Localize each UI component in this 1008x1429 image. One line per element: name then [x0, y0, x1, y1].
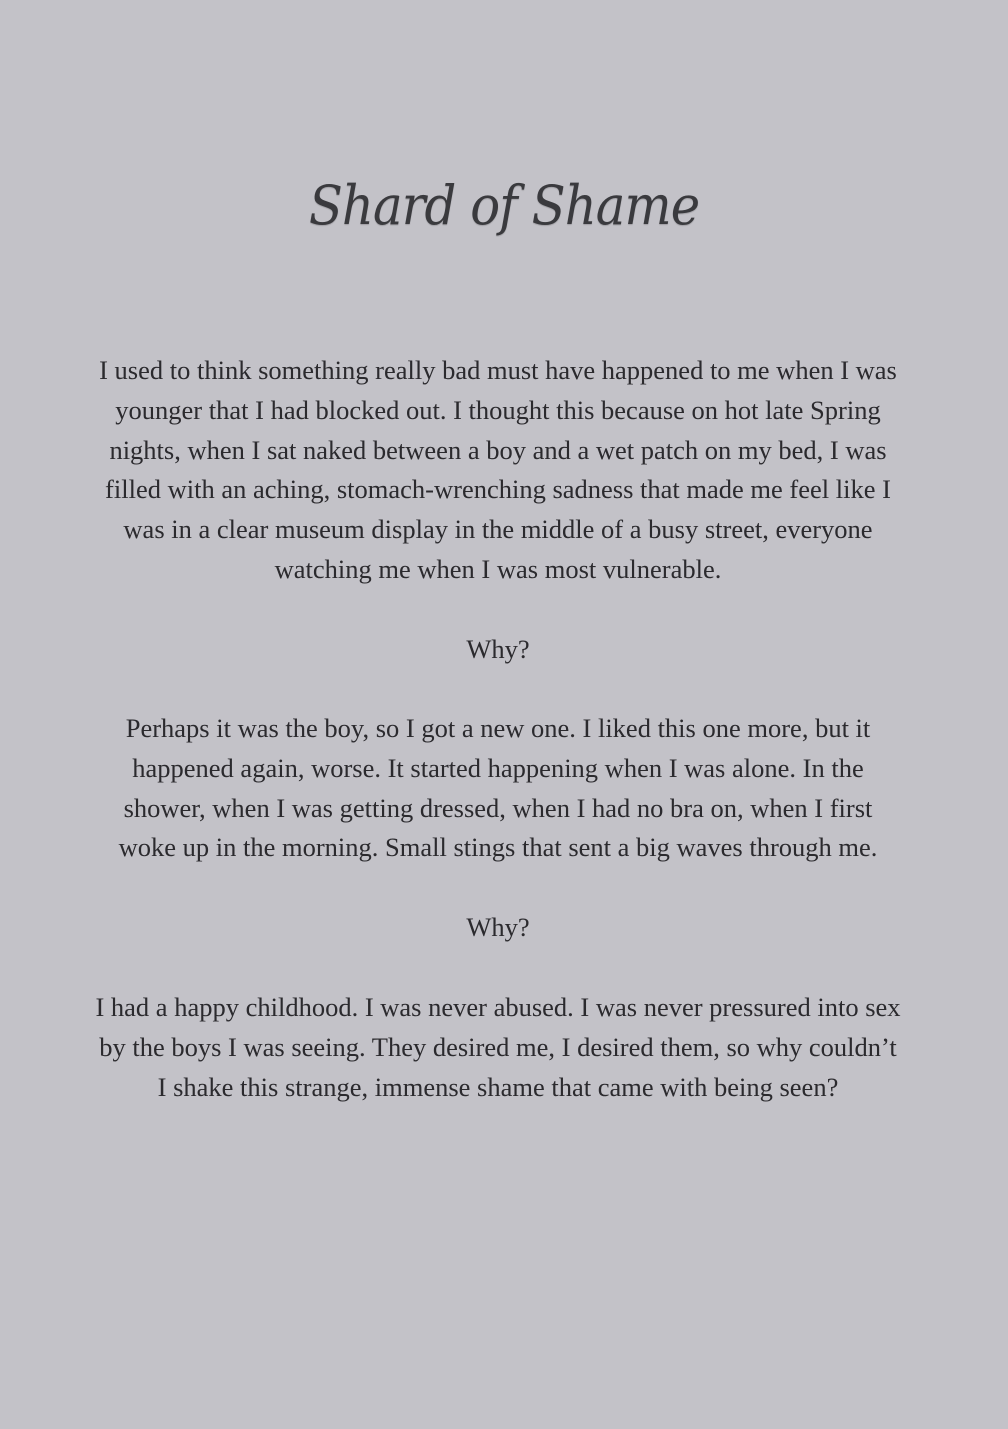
paragraph-1: I used to think something really bad must have happened to me when I was younger that I had blocked out. I thought this because on hot late Spring nights, when I sat naked between a boy and a wet patch on my bed, I was filled with an aching, stomach-wrenching sadness that made me feel like I was in a clear museum display in the middle of a busy street, everyone watching me when I was most vulnerable.: [99, 355, 897, 584]
question-2: Why?: [466, 912, 530, 942]
paragraph-2: Perhaps it was the boy, so I got a new one. I liked this one more, but it happened again, worse. It started happening when I was alone. In the shower, when I was getting dressed, when I had no bra on, when I first woke up in the morning. Small stings that sent a big waves through me.: [118, 713, 878, 863]
paragraph-3: I had a happy childhood. I was never abused. I was never pressured into sex by the boys I was seeing. They desired me, I desired them, so why couldn’t I shake this strange, immense shame that came with being seen?: [95, 992, 901, 1102]
page-title: Shard of Shame: [308, 174, 700, 237]
question-1: Why?: [466, 634, 530, 664]
